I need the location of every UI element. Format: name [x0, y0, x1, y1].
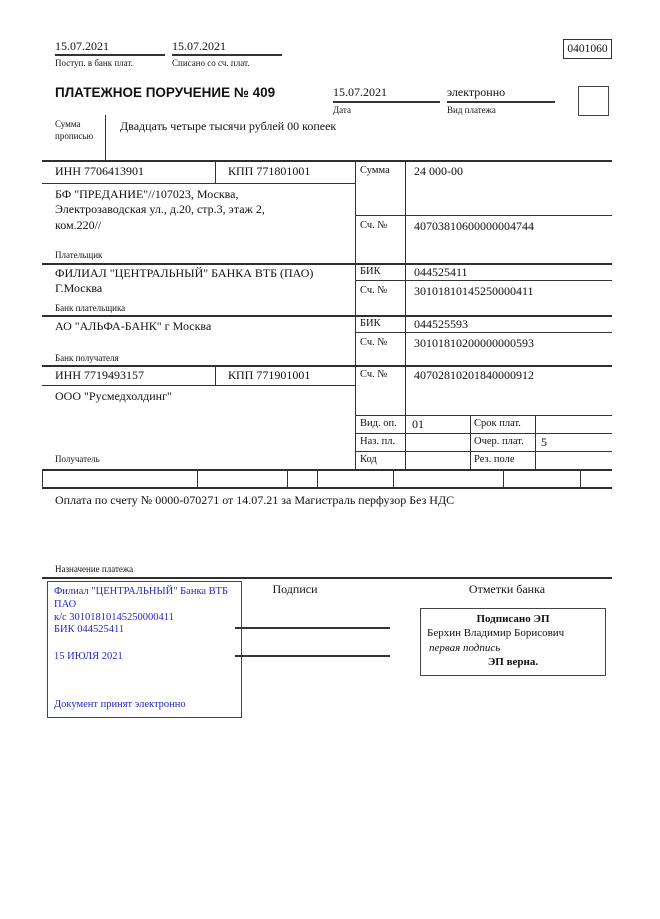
divider: [355, 415, 612, 416]
divider: [42, 487, 612, 489]
divider: [197, 469, 198, 487]
date-label: Дата: [333, 105, 351, 115]
divider: [447, 101, 555, 103]
bank-stamp: [47, 581, 242, 718]
srok-plat-label: Срок плат.: [474, 418, 521, 429]
payer-account-value: 40703810600000004744: [414, 219, 534, 233]
ocher-plat-label: Очер. плат.: [474, 436, 524, 447]
debited-from-account-label: Списано со сч. плат.: [172, 58, 250, 68]
divider: [405, 160, 406, 469]
received-in-bank-date: 15.07.2021: [55, 39, 109, 53]
received-in-bank-label: Поступ. в банк плат.: [55, 58, 133, 68]
ocher-plat-value: 5: [541, 435, 547, 449]
signature-verified: ЭП верна.: [487, 655, 539, 668]
divider: [42, 365, 612, 367]
divider: [55, 54, 165, 56]
sum-label: Сумма: [360, 165, 390, 176]
vid-op-value: 01: [412, 417, 424, 431]
divider: [42, 385, 355, 386]
payee-account-value: 40702810201840000912: [414, 368, 534, 382]
status-code-box: [578, 86, 609, 116]
divider: [42, 183, 355, 184]
payee-inn: ИНН 7719493157: [55, 368, 144, 382]
divider: [503, 469, 504, 487]
amount-words-value: Двадцать четыре тысячи рублей 00 копеек: [120, 119, 337, 133]
divider: [355, 215, 612, 216]
electronic-signature-box: [420, 608, 606, 676]
payee-account-label: Сч. №: [360, 369, 388, 380]
divider: [215, 160, 216, 183]
divider: [355, 160, 356, 469]
payee-kpp: КПП 771901001: [228, 368, 311, 382]
signature-line-1: [235, 627, 390, 629]
payer-inn: ИНН 7706413901: [55, 164, 144, 178]
payer-bank-account-label: Сч. №: [360, 285, 388, 296]
divider: [355, 433, 612, 434]
payer-bank-label: Банк плательщика: [55, 303, 126, 313]
kod-label: Код: [360, 454, 377, 465]
divider: [42, 469, 43, 487]
payer-label: Плательщик: [55, 250, 103, 260]
payment-purpose-text: Оплата по счету № 0000-070271 от 14.07.21 за Магистраль перфузор Без НДС: [55, 493, 455, 507]
payer-bank-bik-value: 044525411: [414, 265, 468, 279]
naz-pl-label: Наз. пл.: [360, 436, 396, 447]
divider: [535, 415, 536, 469]
divider: [42, 160, 612, 162]
amount-words-label: Сумма прописью: [55, 119, 94, 141]
stamp-bik: БИК 044525411: [54, 624, 125, 636]
payee-bank-bik-value: 044525593: [414, 317, 468, 331]
stamp-bank-name: Филиал "ЦЕНТРАЛЬНЫЙ" Банка ВТБ ПАО: [54, 586, 228, 610]
stamp-date: 15 ИЮЛЯ 2021: [54, 651, 123, 663]
sum-value: 24 000-00: [414, 164, 463, 178]
divider: [580, 469, 581, 487]
signatures-header: Подписи: [272, 582, 318, 596]
payer-bank-name: ФИЛИАЛ "ЦЕНТРАЛЬНЫЙ" БАНКА ВТБ (ПАО) Г.Москва: [55, 266, 314, 296]
divider: [42, 469, 612, 471]
divider: [333, 101, 440, 103]
divider: [42, 263, 612, 265]
signer-name: Берхин Владимир Борисович: [427, 627, 565, 640]
payment-purpose-label: Назначение платежа: [55, 564, 134, 574]
divider: [355, 280, 612, 281]
payee-bank-account-label: Сч. №: [360, 337, 388, 348]
divider: [355, 332, 612, 333]
bank-marks-header: Отметки банка: [468, 582, 546, 596]
payment-kind-label: Вид платежа: [447, 105, 496, 115]
document-date: 15.07.2021: [333, 85, 387, 99]
payee-name: ООО "Русмедхолдинг": [55, 389, 172, 403]
payer-bank-bik-label: БИК: [360, 266, 381, 277]
divider: [215, 365, 216, 385]
divider: [470, 415, 471, 469]
payee-bank-name: АО "АЛЬФА-БАНК" г Москва: [55, 319, 212, 333]
divider: [105, 115, 106, 160]
divider: [317, 469, 318, 487]
stamp-corr-account: к/с 30101810145250000411: [54, 611, 174, 623]
debited-from-account-date: 15.07.2021: [172, 39, 226, 53]
payer-kpp: КПП 771801001: [228, 164, 311, 178]
payee-bank-label: Банк получателя: [55, 353, 119, 363]
rez-pole-label: Рез. поле: [474, 454, 515, 465]
payment-kind-value: электронно: [447, 85, 506, 99]
divider: [393, 469, 394, 487]
document-title: ПЛАТЕЖНОЕ ПОРУЧЕНИЕ № 409: [55, 85, 276, 100]
payer-bank-account-value: 30101810145250000411: [414, 284, 534, 298]
payee-label: Получатель: [55, 454, 100, 464]
form-code-box: 0401060: [563, 39, 612, 59]
payee-bank-account-value: 30101810200000000593: [414, 336, 534, 350]
signature-role: первая подпись: [429, 641, 501, 654]
divider: [172, 54, 282, 56]
divider: [42, 577, 612, 579]
divider: [355, 451, 612, 452]
payer-account-label: Сч. №: [360, 220, 388, 231]
signature-line-2: [235, 655, 390, 657]
payer-name: БФ "ПРЕДАНИЕ"//107023, Москва, Электрозаводская ул., д.20, стр.3, этаж 2, ком.220//: [55, 187, 265, 232]
divider: [42, 315, 612, 317]
divider: [287, 469, 288, 487]
vid-op-label: Вид. оп.: [360, 418, 397, 429]
signed-title: Подписано ЭП: [476, 613, 550, 625]
stamp-accepted-note: Документ принят электронно: [54, 699, 186, 711]
payee-bank-bik-label: БИК: [360, 318, 381, 329]
